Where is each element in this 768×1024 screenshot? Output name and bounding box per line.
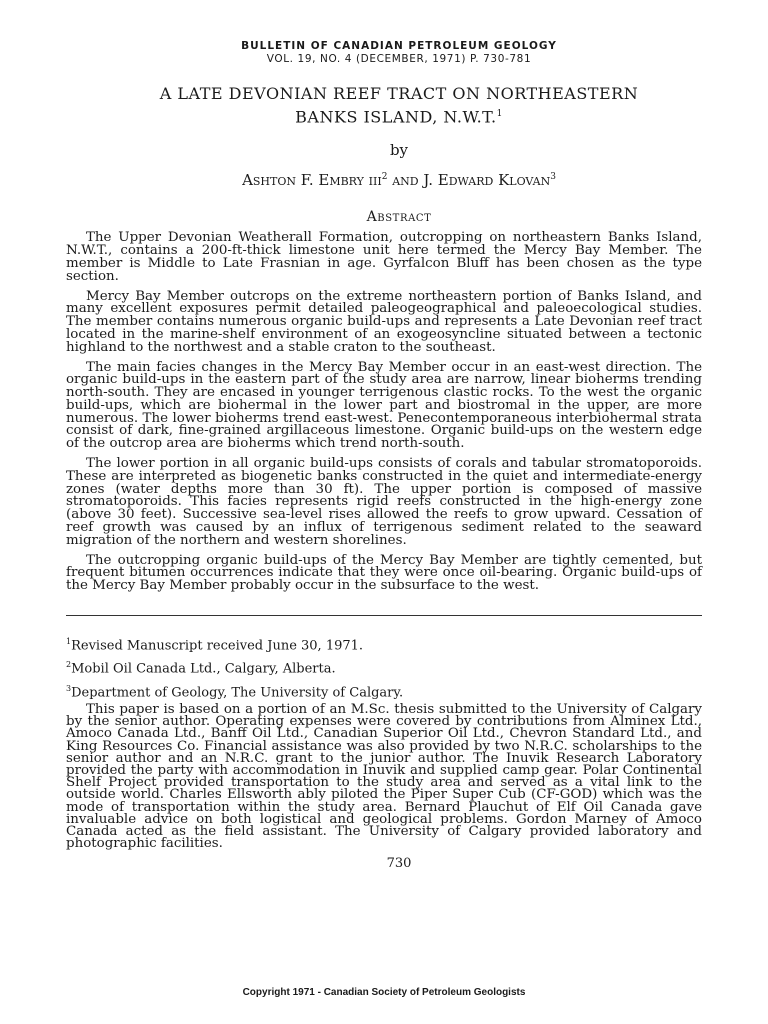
- footnote: [66, 634, 702, 653]
- author-conjunction: and: [392, 171, 419, 190]
- author-1-mark: 2: [381, 172, 388, 183]
- abstract-paragraph: The Upper Devonian Weatherall Formation, outcropping on northeastern Banks Island, N.W.T., contains a 200-ft-thick limestone unit here termed the Mercy Bay Member. The member is Middle to Late Frasnian in age. Gyrfalcon Bluff has been chosen as the type section.: [66, 230, 702, 284]
- abstract-paragraph: The outcropping organic build-ups of the Mercy Bay Member are tightly cemented, but frequent bitumen occurrences indicate that they were once oil-bearing. Organic build-ups of the Mercy Bay Member probably occur in the subsurface to the west.: [66, 552, 702, 594]
- paper-title: [96, 84, 702, 127]
- journal-name: BULLETIN OF CANADIAN PETROLEUM GEOLOGY: [241, 40, 557, 52]
- footnote-mark: 3: [66, 683, 72, 693]
- footnote-text: Revised Manuscript received June 30, 1971.: [71, 638, 364, 654]
- footnote: [66, 681, 702, 700]
- footnote-text: Department of Geology, The University of Calgary.: [71, 685, 404, 701]
- author-2: J. Edward Klovan: [423, 171, 551, 190]
- footnote-mark: 1: [66, 637, 72, 647]
- abstract-paragraph: The lower portion in all organic build-ups consists of corals and tabular stromatoporoids. These are interpreted as biogenetic banks constructed in the quiet and intermediate-energy zones (water depths more than 30 ft). The upper portion is composed of massive stromatoporoids. This facies represents rigid reefs constructed in the high-energy zone (above 30 feet). Successive sea-level rises allowed the reefs to grow upward. Cessation of reef growth was caused by an influx of terrigenous sediment related to the seaward migration of the northern and western shorelines.: [66, 456, 702, 548]
- footnotes: [66, 634, 702, 700]
- abstract-heading: Abstract: [366, 209, 432, 226]
- acknowledgement-paragraph: This paper is based on a portion of an M.Sc. thesis submitted to the University of Calgary by the senior author. Operating expenses were covered by contributions from Alminex Ltd., Amoco Canada Ltd., Banff Oil Ltd., Canadian Superior Oil Ltd., Chevron Standard Ltd., and King Resources Co. Financial assistance was also provided by two N.R.C. scholarships to the senior author and an N.R.C. grant to the junior author. The Inuvik Research Laboratory provided the party with accommodation in Inuvik and supplied camp gear. Polar Continental Shelf Project provided transportation to the study area and served as a vital link to the outside world. Charles Ellsworth ably piloted the Piper Super Cub (CF-GOD) which was the mode of transportation within the study area. Bernard Plauchut of Elf Oil Canada gave invaluable advice on both logistical and geological problems. Gordon Marney of Amoco Canada acted as the field assistant. The University of Calgary provided laboratory and photographic facilities.: [66, 702, 702, 852]
- abstract-body: [66, 232, 702, 593]
- footnote-mark: 2: [66, 660, 72, 670]
- authors: [96, 171, 702, 189]
- page-number: 730: [386, 856, 412, 872]
- footnote-text: Mobil Oil Canada Ltd., Calgary, Alberta.: [71, 661, 336, 677]
- title-line-1: A LATE DEVONIAN REEF TRACT ON NORTHEASTERN: [159, 84, 639, 103]
- title-footnote-mark: 1: [496, 109, 503, 119]
- author-1: Ashton F. Embry iii: [242, 171, 382, 190]
- paper-page: [66, 40, 702, 871]
- byline: by: [389, 141, 409, 160]
- title-line-2-text: BANKS ISLAND, N.W.T.: [295, 107, 497, 127]
- author-2-mark: 3: [550, 172, 556, 183]
- volume-info: VOL. 19, NO. 4 (DECEMBER, 1971) P. 730-781: [266, 53, 532, 65]
- footnote: [66, 657, 702, 676]
- footnote-divider: [66, 615, 702, 616]
- abstract-paragraph: Mercy Bay Member outcrops on the extreme northeastern portion of Banks Island, and many excellent exposures permit detailed paleogeographical and paleoecological studies. The member contains numerous organic build-ups and represents a Late Devonian reef tract located in the marine-shelf environment of an exogeosyncline situated between a tectonic highland to the northwest and a stable craton to the southeast.: [66, 288, 702, 355]
- title-line-2: [96, 104, 702, 127]
- abstract-paragraph: The main facies changes in the Mercy Bay Member occur in an east-west direction. The organic build-ups in the eastern part of the study area are narrow, linear bioherms trending north-south. They are encased in younger terrigenous clastic rocks. To the west the organic build-ups, which are biohermal in the lower part and biostromal in the upper, are more numerous. The lower bioherms trend east-west. Penecontemporaneous interbiohermal strata consist of dark, fine-grained argillaceous limestone. Organic build-ups on the western edge of the outcrop area are bioherms which trend north-south.: [66, 359, 702, 452]
- copyright-notice: Copyright 1971 - Canadian Society of Petroleum Geologists: [242, 987, 526, 998]
